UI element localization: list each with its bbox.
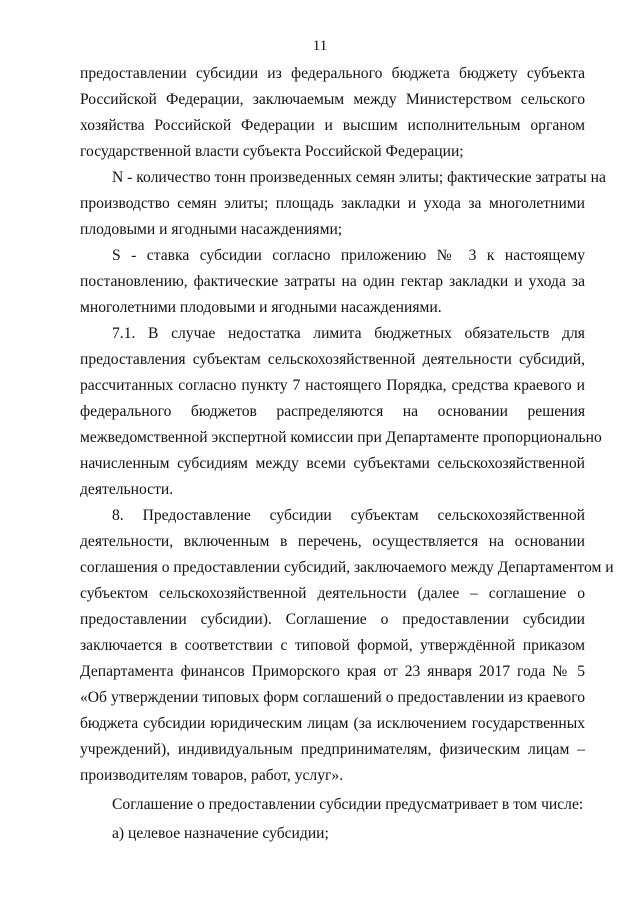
text-line: федерального бюджетов распределяются на основании решения [80,403,585,420]
text-line: N - количество тонн произведенных семян элиты; фактические затраты на [112,169,606,186]
text-line: учреждений), индивидуальным предпринимателям, физическим лицам – [80,741,585,758]
text-line: S - ставка субсидии согласно приложению № 3 к настоящему [112,247,585,264]
text-line: соглашения о предоставлении субсидий, заключаемого между Департаментом и [80,559,614,576]
text-line: межведомственной экспертной комиссии при Департаменте пропорционально [80,429,602,446]
page-number: 11 [312,38,328,54]
text-line: предоставлении субсидии). Соглашение о предоставлении субсидии [80,611,585,628]
text-line: начисленным субсидиям между всеми субъектами сельскохозяйственной [80,455,585,472]
text-line: постановлению, фактические затраты на один гектар закладки и ухода за [80,273,585,290]
text-line: субъектом сельскохозяйственной деятельности (далее – соглашение о [80,585,585,602]
text-line: бюджета субсидии юридическим лицам (за исключением государственных [80,715,585,732]
text-line: а) целевое назначение субсидии; [112,825,329,842]
text-line: государственной власти субъекта Российской Федерации; [80,143,464,160]
text-line: Департамента финансов Приморского края от 23 января 2017 года № 5 [80,663,585,680]
text-line: предоставлении субсидии из федерального бюджета бюджету субъекта [80,65,585,82]
text-line: предоставления субъектам сельскохозяйственной деятельности субсидий, [80,351,585,368]
text-line: 8. Предоставление субсидии субъектам сельскохозяйственной [112,507,585,524]
text-line: многолетними плодовыми и ягодными насаждениями. [80,299,442,316]
text-line: производство семян элиты; площадь закладки и ухода за многолетними [80,195,585,212]
text-line: Российской Федерации, заключаемым между Министерством сельского [80,91,585,108]
text-line: деятельности, включенным в перечень, осуществляется на основании [80,533,585,550]
text-line: плодовыми и ягодными насаждениями; [80,221,343,238]
text-line: 7.1. В случае недостатка лимита бюджетных обязательств для [112,325,585,342]
text-line: Соглашение о предоставлении субсидии предусматривает в том числе: [112,796,584,813]
text-line: рассчитанных согласно пункту 7 настоящего Порядка, средства краевого и [80,377,585,394]
text-line: хозяйства Российской Федерации и высшим исполнительным органом [80,117,585,134]
text-line: производителям товаров, работ, услуг». [80,767,344,784]
text-line: заключается в соответствии с типовой формой, утверждённой приказом [80,637,585,654]
text-line: деятельности. [80,481,174,498]
text-line: «Об утверждении типовых форм соглашений о предоставлении из краевого [80,689,585,706]
